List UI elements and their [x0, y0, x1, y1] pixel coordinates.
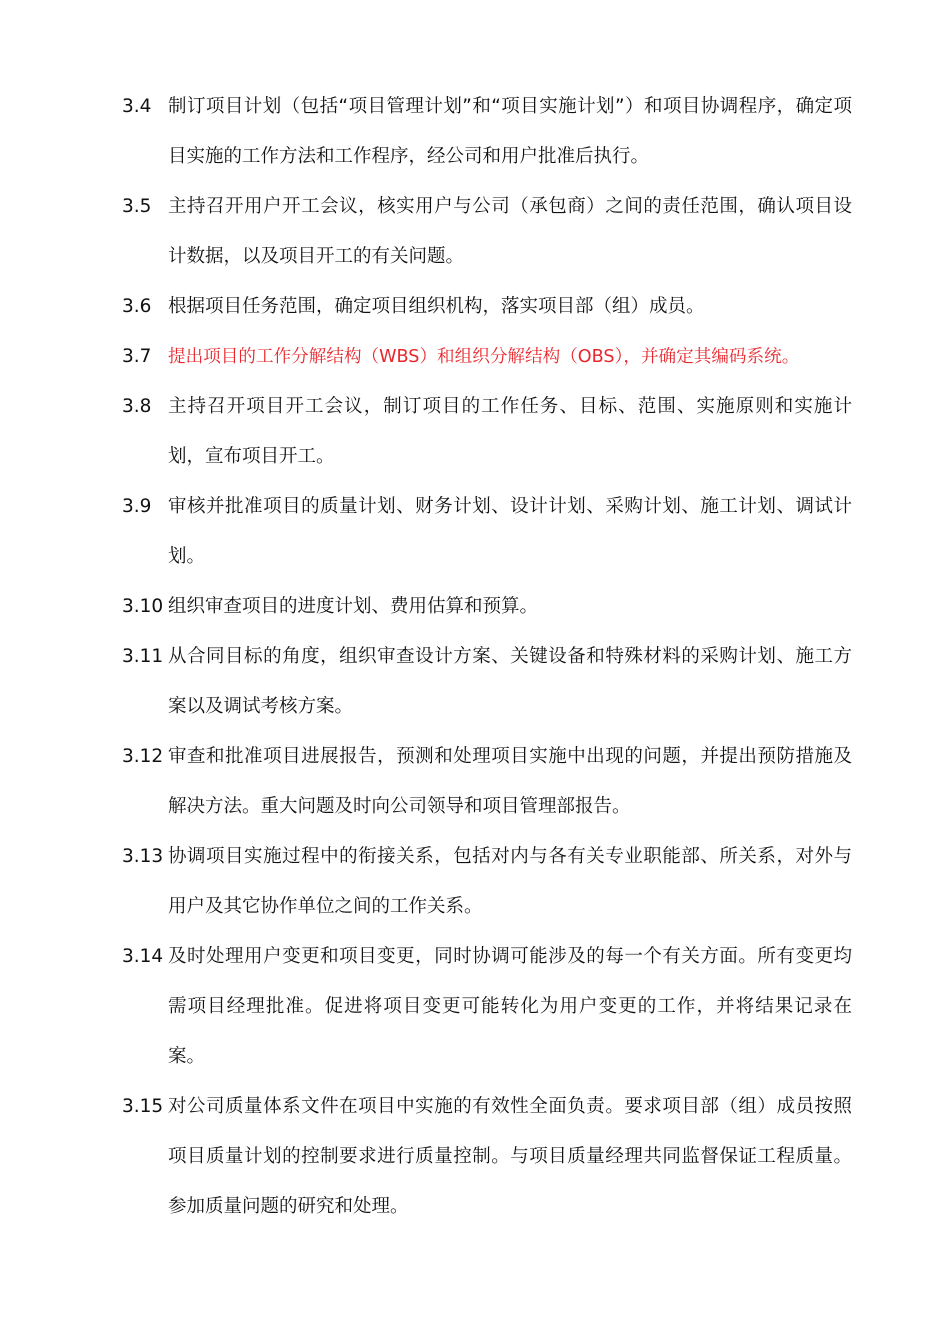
clause-3-13: [122, 832, 852, 932]
clause-number: 3.9: [122, 496, 152, 517]
clause-text: 从合同目标的角度，组织审查设计方案、关键设备和特殊材料的采购计划、施工方案以及调试考核方案。: [168, 646, 852, 717]
clause-3-15: [122, 1082, 852, 1232]
clause-text: 主持召开用户开工会议，核实用户与公司（承包商）之间的责任范围，确认项目设计数据，以及项目开工的有关问题。: [168, 196, 852, 267]
clause-3-9: [122, 482, 852, 582]
clause-text: 根据项目任务范围，确定项目组织机构，落实项目部（组）成员。: [168, 296, 705, 317]
clause-text: 审核并批准项目的质量计划、财务计划、设计计划、采购计划、施工计划、调试计划。: [168, 496, 852, 567]
clause-text-highlighted: 提出项目的工作分解结构（WBS）和组织分解结构（OBS），并确定其编码系统。: [168, 347, 800, 367]
clause-number: 3.15: [122, 1096, 164, 1117]
clause-text: 审查和批准项目进展报告，预测和处理项目实施中出现的问题，并提出预防措施及解决方法。重大问题及时向公司领导和项目管理部报告。: [168, 746, 852, 817]
clause-number: 3.5: [122, 196, 152, 217]
clause-number: 3.6: [122, 296, 152, 317]
clause-text: 及时处理用户变更和项目变更，同时协调可能涉及的每一个有关方面。所有变更均需项目经理批准。促进将项目变更可能转化为用户变更的工作，并将结果记录在案。: [168, 946, 852, 1067]
clause-text: 主持召开项目开工会议，制订项目的工作任务、目标、范围、实施原则和实施计划，宣布项目开工。: [168, 396, 852, 467]
clause-text: 制订项目计划（包括“项目管理计划”和“项目实施计划”）和项目协调程序，确定项目实施的工作方法和工作程序，经公司和用户批准后执行。: [168, 96, 852, 167]
clause-text: 对公司质量体系文件在项目中实施的有效性全面负责。要求项目部（组）成员按照项目质量计划的控制要求进行质量控制。与项目质量经理共同监督保证工程质量。参加质量问题的研究和处理。: [168, 1096, 852, 1217]
clause-number: 3.12: [122, 746, 164, 767]
clause-3-7: [122, 332, 852, 382]
clause-number: 3.4: [122, 96, 152, 117]
clause-text: 组织审查项目的进度计划、费用估算和预算。: [168, 596, 539, 617]
clause-text: 协调项目实施过程中的衔接关系，包括对内与各有关专业职能部、所关系，对外与用户及其它协作单位之间的工作关系。: [168, 846, 852, 917]
clause-number: 3.7: [122, 346, 152, 367]
clause-3-8: [122, 382, 852, 482]
clause-3-12: [122, 732, 852, 832]
clause-3-14: [122, 932, 852, 1082]
clause-3-4: [122, 82, 852, 182]
clause-number: 3.11: [122, 646, 164, 667]
clause-number: 3.10: [122, 596, 164, 617]
clause-3-10: [122, 582, 852, 632]
clause-number: 3.8: [122, 396, 152, 417]
clause-3-11: [122, 632, 852, 732]
clause-number: 3.13: [122, 846, 164, 867]
clause-3-5: [122, 182, 852, 282]
clause-number: 3.14: [122, 946, 164, 967]
clause-3-6: [122, 282, 852, 332]
